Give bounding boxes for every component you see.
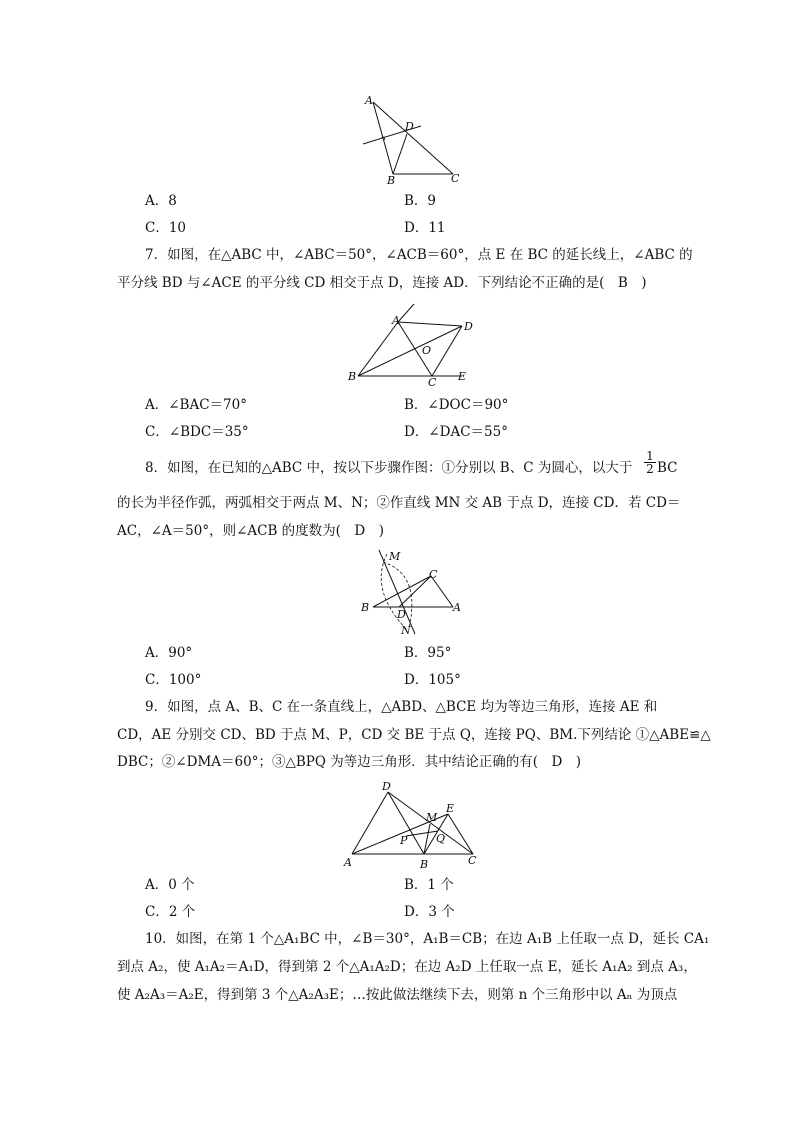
q8-label-d: D bbox=[397, 608, 406, 621]
q8-label-b: B bbox=[361, 601, 370, 614]
q6-option-b: B．9 bbox=[404, 193, 437, 209]
q6-label-b: B bbox=[387, 174, 396, 187]
q8-fraction bbox=[644, 450, 656, 475]
q8-fraction-numerator: 1 bbox=[644, 450, 656, 463]
q8-fraction-after: BC bbox=[657, 460, 678, 476]
q8-option-a: A．90° bbox=[145, 645, 193, 661]
q6-figure bbox=[355, 92, 475, 187]
q8-label-a: A bbox=[453, 601, 461, 614]
q10-text-line1: 10．如图，在第 1 个△A₁BC 中，∠B＝30°，A₁B＝CB；在边 A₁B 上任取一点 D，延长 CA₁ bbox=[145, 931, 710, 947]
q8-label-m: M bbox=[389, 550, 401, 563]
q9-text-line2: CD，AE 分别交 CD、BD 于点 M、P，CD 交 BE 于点 Q，连接 PQ、BM.下列结论 ①△ABE≌△ bbox=[117, 727, 711, 743]
q7-option-a: A．∠BAC＝70° bbox=[145, 397, 247, 413]
q8-option-d: D．105° bbox=[404, 672, 461, 688]
q9-figure bbox=[340, 776, 485, 870]
q9-label-p: P bbox=[400, 834, 408, 847]
q7-option-c: C．∠BDC＝35° bbox=[145, 424, 249, 440]
q6-option-c: C．10 bbox=[145, 220, 187, 236]
q8-option-b: B．95° bbox=[404, 645, 452, 661]
q9-option-c: C．2 个 bbox=[145, 904, 196, 920]
q8-option-c: C．100° bbox=[145, 672, 202, 688]
q9-label-e: E bbox=[446, 802, 455, 815]
q7-figure bbox=[342, 300, 482, 388]
q7-label-b: B bbox=[348, 370, 357, 383]
q9-label-q: Q bbox=[436, 832, 446, 845]
q7-option-d: D．∠DAC＝55° bbox=[404, 424, 508, 440]
q8-text-line2: 的长为半径作弧，两弧相交于两点 M、N；②作直线 MN 交 AB 于点 D，连接 CD．若 CD＝ bbox=[117, 495, 681, 511]
q7-text-line2: 平分线 BD 与∠ACE 的平分线 CD 相交于点 D，连接 AD．下列结论不正确的是( B ) bbox=[117, 275, 647, 291]
q7-label-a: A bbox=[392, 314, 400, 327]
q7-label-d: D bbox=[464, 320, 473, 333]
q10-text-line3: 使 A₂A₃＝A₂E，得到第 3 个△A₂A₃E；…按此做法继续下去，则第 n 个三角形中以 Aₙ 为顶点 bbox=[117, 987, 678, 1003]
q9-option-b: B．1 个 bbox=[404, 877, 454, 893]
q8-label-n: N bbox=[401, 624, 411, 637]
q6-option-d: D．11 bbox=[404, 220, 446, 236]
q7-label-e: E bbox=[458, 370, 467, 383]
q6-label-a: A bbox=[365, 94, 373, 107]
q8-fraction-denominator: 2 bbox=[646, 462, 654, 476]
q9-label-a: A bbox=[344, 856, 352, 869]
q6-label-d: D bbox=[405, 120, 414, 133]
q7-text-line1: 7．如图，在△ABC 中，∠ABC＝50°，∠ACB＝60°，点 E 在 BC 的延长线上，∠ABC 的 bbox=[145, 247, 693, 263]
q9-option-a: A．0 个 bbox=[145, 877, 195, 893]
q9-text-line3: DBC；②∠DMA＝60°；③△BPQ 为等边三角形．其中结论正确的有( D ) bbox=[117, 754, 582, 770]
q9-label-b: B bbox=[420, 858, 429, 870]
q9-text-line1: 9．如图，点 A、B、C 在一条直线上，△ABD、△BCE 均为等边三角形，连接 AE 和 bbox=[145, 699, 658, 715]
q9-label-m: M bbox=[426, 811, 438, 824]
q8-text-line3: AC，∠A＝50°，则∠ACB 的度数为( D ) bbox=[117, 523, 385, 539]
q7-option-b: B．∠DOC＝90° bbox=[404, 397, 509, 413]
q10-text-line2: 到点 A₂，使 A₁A₂＝A₁D，得到第 2 个△A₁A₂D；在边 A₂D 上任取一点 E，延长 A₁A₂ 到点 A₃， bbox=[117, 959, 697, 975]
q6-label-c: C bbox=[451, 172, 460, 185]
q9-option-d: D．3 个 bbox=[404, 904, 455, 920]
q8-label-c: C bbox=[429, 568, 438, 581]
q8-text-line1: 8．如图，在已知的△ABC 中，按以下步骤作图：①分别以 B、C 为圆心，以大于 bbox=[145, 460, 633, 476]
q9-label-d: D bbox=[382, 780, 391, 793]
q8-figure bbox=[355, 546, 470, 638]
q9-label-c: C bbox=[468, 854, 477, 867]
q7-label-o: O bbox=[422, 344, 432, 357]
q6-option-a: A．8 bbox=[145, 193, 177, 209]
q7-label-c: C bbox=[428, 376, 437, 388]
